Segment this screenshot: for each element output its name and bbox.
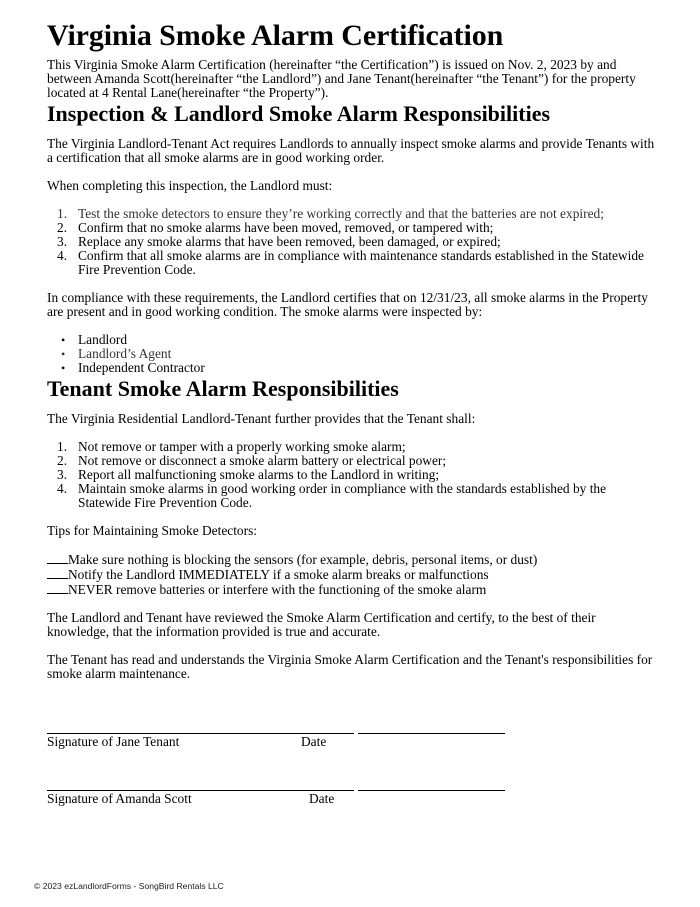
- tip-item: [47, 552, 657, 567]
- tip-initial-blank[interactable]: [47, 582, 68, 594]
- list-item: [47, 347, 657, 361]
- landlord-date-field[interactable]: [358, 790, 505, 791]
- list-text: Not remove or disconnect a smoke alarm battery or electrical power;: [78, 453, 447, 468]
- tenant-signature-block: [47, 733, 507, 753]
- tip-initial-blank[interactable]: [47, 567, 68, 579]
- list-number: 1.: [57, 206, 68, 221]
- list-text: Report all malfunctioning smoke alarms to the Landlord in writing;: [78, 467, 440, 482]
- compliance-paragraph: In compliance with these requirements, the Landlord certifies that on 12/31/23, all smoke alarms in the Property are present and in good working condition. The smoke alarms were inspected by:: [47, 290, 648, 319]
- list-number: 4.: [57, 481, 68, 496]
- list-text: Not remove or tamper with a properly working smoke alarm;: [78, 439, 406, 454]
- copyright-footer: © 2023 ezLandlordForms - SongBird Rentals LLC: [34, 881, 224, 891]
- landlord-act-paragraph: The Virginia Landlord-Tenant Act requires Landlords to annually inspect smoke alarms and provide Tenants with a certification that all smoke alarms are in good working order.: [47, 136, 655, 165]
- tenant-provides-paragraph: The Virginia Residential Landlord-Tenant further provides that the Tenant shall:: [47, 411, 476, 426]
- list-item: [47, 454, 657, 468]
- list-item: [47, 207, 657, 221]
- tenant-section-title: Tenant Smoke Alarm Responsibilities: [47, 376, 399, 401]
- list-text: Landlord: [78, 332, 128, 347]
- landlord-signature-label: Signature of Amanda Scott: [47, 791, 192, 806]
- landlord-duties-list: [47, 207, 657, 277]
- list-number: 1.: [57, 439, 68, 454]
- tip-item: [47, 567, 657, 582]
- list-number: 2.: [57, 220, 68, 235]
- bullet-icon: •: [61, 347, 66, 361]
- tenant-date-label: Date: [301, 734, 327, 749]
- bullet-icon: •: [61, 333, 66, 347]
- document-content: [47, 16, 657, 681]
- list-number: 2.: [57, 453, 68, 468]
- list-text: Confirm that all smoke alarms are in compliance with maintenance standards established in the Statewide Fire Prevention Code.: [78, 248, 644, 277]
- list-text: Test the smoke detectors to ensure they’re working correctly and that the batteries are not expired;: [78, 206, 604, 221]
- list-text: Maintain smoke alarms in good working order in compliance with the standards established by the Statewide Fire Prevention Code.: [78, 481, 607, 510]
- list-text: Replace any smoke alarms that have been removed, been damaged, or expired;: [78, 234, 501, 249]
- tips-checklist: [47, 552, 657, 597]
- list-text: Landlord’s Agent: [78, 346, 172, 361]
- intro-paragraph: This Virginia Smoke Alarm Certification (hereinafter “the Certification”) is issued on Nov. 2, 2023 by and between Amanda Scott(hereinafter “the Landlord”) and Jane Tenant(hereinafter “the Tenant”) for the property located at 4 Rental Lane(hereinafter “the Property”).: [47, 57, 636, 100]
- list-text: Confirm that no smoke alarms have been moved, removed, or tampered with;: [78, 220, 494, 235]
- list-number: 4.: [57, 248, 68, 263]
- list-item: [47, 221, 657, 235]
- list-text: Independent Contractor: [78, 360, 205, 375]
- landlord-date-label: Date: [309, 791, 335, 806]
- landlord-signature-block: [47, 790, 507, 810]
- landlord-must-paragraph: When completing this inspection, the Landlord must:: [47, 178, 333, 193]
- tenant-date-field[interactable]: [358, 733, 505, 734]
- list-item: [47, 482, 657, 510]
- tenant-duties-list: [47, 440, 657, 510]
- list-number: 3.: [57, 234, 68, 249]
- list-item: [47, 468, 657, 482]
- bullet-icon: •: [61, 361, 66, 375]
- list-item: [47, 440, 657, 454]
- list-item: [47, 249, 657, 277]
- tip-initial-blank[interactable]: [47, 552, 68, 564]
- tip-text: NEVER remove batteries or interfere with the functioning of the smoke alarm: [68, 582, 487, 597]
- list-item: [47, 333, 657, 347]
- tip-text: Notify the Landlord IMMEDIATELY if a smoke alarm breaks or malfunctions: [68, 567, 489, 582]
- document-title: Virginia Smoke Alarm Certification: [47, 19, 504, 52]
- certification-paragraph: The Landlord and Tenant have reviewed the Smoke Alarm Certification and certify, to the best of their knowledge, that the information provided is true and accurate.: [47, 610, 596, 639]
- tip-item: [47, 582, 657, 597]
- inspected-by-list: [47, 333, 657, 375]
- list-item: [47, 235, 657, 249]
- list-item: [47, 361, 657, 375]
- tip-text: Make sure nothing is blocking the sensors (for example, debris, personal items, or dust): [68, 552, 538, 567]
- landlord-section-title: Inspection & Landlord Smoke Alarm Responsibilities: [47, 101, 551, 126]
- tenant-signature-label: Signature of Jane Tenant: [47, 734, 180, 749]
- list-number: 3.: [57, 467, 68, 482]
- tips-label: Tips for Maintaining Smoke Detectors:: [47, 523, 258, 538]
- acknowledgement-paragraph: The Tenant has read and understands the Virginia Smoke Alarm Certification and the Tenant's responsibilities for smoke alarm maintenance.: [47, 652, 653, 681]
